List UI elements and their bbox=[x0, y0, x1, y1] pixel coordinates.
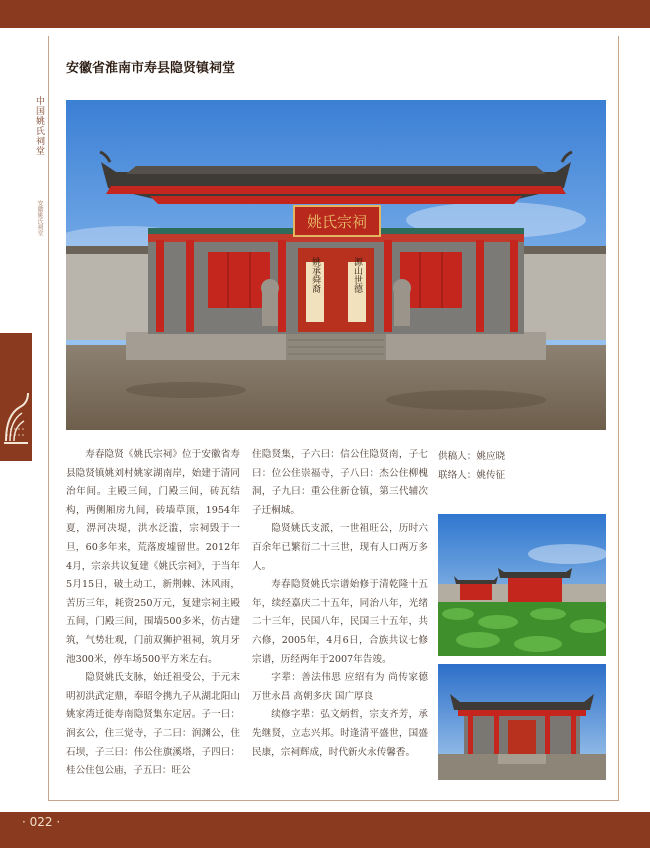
temple-front-photo bbox=[438, 664, 606, 780]
body-paragraph: 寿春隐贤姚氏宗谱始修于清乾隆十五年，续经嘉庆二十五年，同治八年，光绪二十三年，民国八年，民国三十五年，共六修，2005年，4月6日，合族共议七修宗谱，历经两年于2007年告竣。 bbox=[252, 579, 428, 665]
body-paragraph: 寿春隐贤《姚氏宗祠》位于安徽省寿县隐贤镇姚刘村姚家湖南岸，始建于清同治年间。主殿三间，门殿三间，砖瓦结构，两侧厢房九间，砖墙草顶，1954年夏，淠河决堤，洪水泛滥，宗祠毁于一旦，60多年来，荒落废墟留世。2012年4月，宗亲共议复建《姚氏宗祠》，于当年5月15日，破土动工，新荆棘、沐风雨，苦历三年，耗资250万元，复建宗祠主殿五间，门殿三间，围墙500多米，仿古建筑，气势壮观，门前双狮护祖祠，筑月牙池300米，停车场500平方米左右。 bbox=[66, 449, 240, 665]
body-column-1 bbox=[66, 446, 240, 781]
page-heading: 安徽省淮南市寿县隐贤镇祠堂 bbox=[66, 61, 236, 76]
body-paragraph: 住隐贤集，子六曰：信公住隐贤南，子七曰：位公住崇福寺，子八曰：杰公住柳槐洞，子九曰：重公住新仓镇，第三代辅次子迁桐城。 bbox=[252, 449, 428, 516]
body-paragraph: 隐贤姚氏支派，一世祖旺公，历时六百余年已繁衍二十三世，现有人口两万多人。 bbox=[252, 523, 428, 572]
page-number: · 022 · bbox=[22, 815, 61, 829]
side-section-subtitle: 安徽姚氏祠堂 bbox=[36, 200, 43, 236]
bottom-color-band bbox=[0, 812, 650, 848]
side-tab bbox=[0, 333, 32, 461]
credit-contact: 联络人：姚传征 bbox=[438, 470, 506, 481]
credit-provider: 供稿人：姚应晓 bbox=[438, 451, 506, 462]
left-frame-rule bbox=[48, 36, 49, 800]
bottom-frame-rule bbox=[48, 800, 619, 801]
right-frame-rule bbox=[618, 36, 619, 800]
main-temple-photo bbox=[66, 100, 606, 430]
body-paragraph: 隐贤姚氏支脉，始迁祖受公，于元末明初洪武定鼎，奉昭令携九子从湖北阳山姚家湾迁徙寿南隐贤集东定居。子一曰：润玄公，住三觉寺，子二曰：润渊公，住石坝，子三曰：伟公住旗溪塔，子四曰：桂公住包公庙，子五曰：旺公 bbox=[66, 672, 240, 777]
body-paragraph: 字辈：善法伟思 应绍有为 尚传家德 万世永昌 高朝多庆 国广厚良 bbox=[252, 672, 428, 702]
temple-field-photo bbox=[438, 514, 606, 656]
top-color-band bbox=[0, 0, 650, 28]
cloud-ornament-icon bbox=[2, 385, 30, 445]
body-paragraph: 续修字辈：弘文炳哲，宗支齐芳，承先继贤，立志兴邦。时逢清平盛世，国盛民康，宗祠辉成，时代新火永传馨香。 bbox=[252, 709, 428, 758]
temple-plaque: 姚氏宗祠 bbox=[306, 213, 368, 231]
couplet-left: 姚承舜裔 bbox=[310, 257, 320, 293]
couplet-right: 源山世德 bbox=[352, 257, 362, 293]
side-book-title: 中国姚氏祠堂 bbox=[34, 96, 44, 156]
body-column-2 bbox=[252, 446, 428, 762]
